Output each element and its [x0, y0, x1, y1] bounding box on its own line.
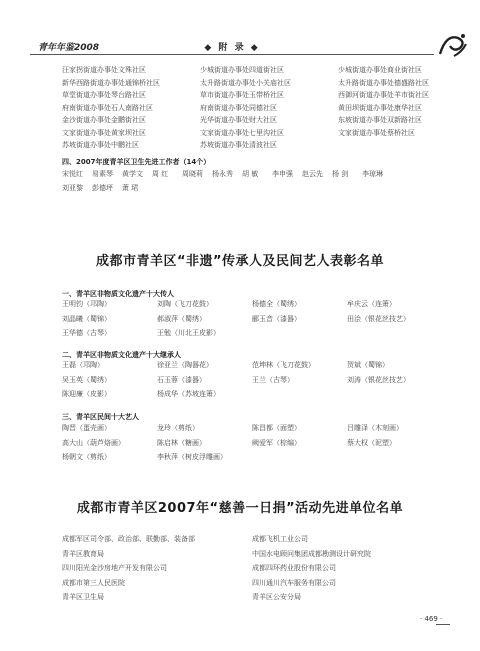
list-item: 东坡街道办事处双新路社区	[338, 116, 422, 124]
name-row	[62, 312, 442, 327]
person-name: 吕雕泽（木刻画）	[347, 424, 403, 432]
person-name: 李申强	[272, 170, 293, 178]
person-name: 彭德坪	[92, 184, 113, 192]
person-name: 杨 剑	[332, 170, 349, 178]
person-name: 王华德（古琴）	[62, 329, 111, 337]
list-item: 金沙街道办事处金鹏街社区	[62, 116, 146, 124]
person-name: 高大山（葫芦烙画）	[62, 438, 125, 447]
person-name	[252, 450, 347, 465]
list-item: 少城街道办事处四道街社区	[200, 66, 284, 74]
unit-row	[62, 532, 442, 547]
person-name: 易素琴	[92, 170, 113, 178]
street-community-list	[62, 64, 462, 152]
name-row	[62, 181, 392, 195]
person-name: 陈昌都（面塑）	[252, 424, 301, 432]
person-name: 蔡大权（泥塑）	[347, 438, 396, 447]
person-name: 石玉蓉（漆器）	[157, 375, 206, 384]
unit-row	[62, 547, 442, 562]
person-name: 郦玉音（漆器）	[252, 314, 301, 323]
list-item: 文家街道办事处七里沟社区	[200, 128, 284, 137]
yearbook-title: 青年年鉴2008	[38, 43, 100, 53]
person-name: 陈启林（糖画）	[157, 438, 206, 447]
person-name: 杨永秀	[212, 170, 233, 178]
list-item: 府南街道办事处石人南路社区	[62, 103, 153, 112]
person-name: 李秋萍（树皮浮雕画）	[157, 453, 227, 461]
running-header	[30, 38, 434, 52]
person-name: 吴玉英（蜀绣）	[62, 375, 111, 384]
list-row	[62, 114, 462, 127]
list-item: 新华西路街道办事处通锦桥社区	[62, 78, 160, 87]
person-name: 周 红	[152, 170, 169, 178]
list-row	[62, 139, 462, 152]
health-workers-heading: 四、2007年度青羊区卫生先进工作者（14个）	[62, 158, 211, 166]
list-item: 草市街道办事处玉带桥社区	[200, 91, 284, 99]
name-row	[62, 297, 442, 312]
name-row	[62, 326, 442, 341]
list-item: 苏坡街道办事处中鹏社区	[62, 141, 139, 149]
unit-name: 四川通川汽车服务有限公司	[252, 578, 336, 587]
person-name	[347, 387, 442, 402]
person-name: 胡 敏	[242, 170, 259, 178]
person-name: 阙爱军（棕编）	[252, 438, 301, 447]
name-row	[62, 373, 442, 388]
unit-row	[62, 590, 442, 605]
unit-name: 成都军区司令部、政治部、联勤部、装备部	[62, 535, 195, 543]
list-item	[338, 139, 462, 152]
person-name: 赵云先	[302, 170, 323, 178]
person-name: 李琼琳	[362, 170, 383, 178]
list-row	[62, 102, 462, 115]
unit-name: 中国水电顾问集团成都勘测设计研究院	[252, 549, 371, 558]
unit-name: 青羊区教育局	[62, 549, 104, 558]
unit-name: 青羊区公安分局	[252, 593, 301, 601]
unit-name: 成都市第三人民医院	[62, 578, 125, 587]
name-row	[62, 387, 442, 402]
heritage-inheritors-list	[62, 297, 442, 341]
unit-name: 成都四环药业股份有限公司	[252, 564, 336, 572]
list-item: 太升路街道办事处小关庙社区	[200, 78, 291, 87]
unit-name: 青羊区卫生局	[62, 593, 104, 601]
unit-row	[62, 576, 442, 591]
list-row	[62, 89, 462, 102]
person-name: 贺斌（蜀锦）	[347, 361, 389, 369]
person-name: 杨成华（苏坡连箫）	[157, 390, 220, 398]
person-name: 郝淑萍（蜀绣）	[157, 314, 206, 323]
list-item: 汪家拐街道办事处文殊社区	[62, 66, 146, 74]
heritage-title: 成都市青羊区“非遗”传承人及民间艺人表彰名单	[95, 254, 385, 269]
person-name: 杨朝文（剪纸）	[62, 453, 111, 461]
person-name: 杨德全（蜀绣）	[252, 300, 301, 308]
person-name: 王勉（川北王皮影）	[157, 329, 220, 337]
list-item: 黄田坝街道办事处康华社区	[338, 103, 422, 112]
person-name: 陈迎廉（皮影）	[62, 390, 111, 398]
list-item: 苏坡街道办事处清波社区	[200, 141, 277, 149]
person-name: 周晓莉	[182, 170, 203, 178]
person-name: 龙玲（剪纸）	[157, 424, 199, 432]
charity-units-list	[62, 532, 442, 605]
folk-artists-list	[62, 421, 442, 465]
yearbook-logo-icon	[436, 30, 470, 60]
person-name: 王明钧（邛陶）	[62, 300, 111, 308]
list-item: 西御河街道办事处羊市街社区	[338, 91, 429, 99]
unit-name: 四川阳光金沙房地产开发有限公司	[62, 564, 167, 572]
name-row	[62, 421, 442, 436]
list-item: 少城街道办事处商业街社区	[338, 66, 422, 74]
name-row	[62, 436, 442, 451]
person-name: 范坤林（飞刀花鼓）	[252, 361, 315, 369]
list-row	[62, 127, 462, 140]
person-name: 王磊（邛陶）	[62, 361, 104, 369]
person-name	[252, 326, 347, 341]
person-name: 刘陶（飞刀花鼓）	[157, 300, 213, 308]
person-name	[252, 387, 347, 402]
unit-row	[62, 561, 442, 576]
header-rule	[30, 54, 434, 55]
list-item: 太升路街道办事处德盛路社区	[338, 78, 429, 87]
health-workers-list	[62, 167, 392, 195]
list-row	[62, 64, 462, 77]
heritage-section-heading: 三、青羊区民间十大艺人	[62, 413, 139, 421]
person-name: 陶晋（蛋壳画）	[62, 424, 111, 432]
name-row	[62, 358, 442, 373]
person-name: 田浍（银花丝技艺）	[347, 314, 410, 323]
footer-rule	[436, 624, 450, 625]
person-name: 黄学文	[122, 170, 143, 178]
heritage-section-heading: 二、青羊区非物质文化遗产十大继承人	[62, 351, 181, 359]
list-row	[62, 77, 462, 90]
person-name: 徐亚兰（陶器花）	[157, 361, 213, 369]
person-name: 刘晶曦（蜀锦）	[62, 314, 111, 323]
charity-title: 成都市青羊区2007年“慈善一日捐”活动先进单位名单	[76, 501, 404, 516]
person-name	[347, 326, 442, 341]
person-name: 王兰（古琴）	[252, 375, 294, 384]
list-item: 文家街道办事处黄家坝社区	[62, 128, 146, 137]
list-item: 草堂街道办事处琴台路社区	[62, 91, 146, 99]
person-name: 萧 珺	[122, 184, 139, 192]
list-item: 光华街道办事处财大社区	[200, 116, 277, 124]
person-name: 刘亚黎	[62, 184, 83, 192]
section-label: ◆ 附 录 ◆	[204, 43, 260, 53]
person-name: 宋悦红	[62, 170, 83, 178]
name-row	[62, 167, 392, 181]
heritage-successors-list	[62, 358, 442, 402]
person-name: 牟庆云（连箫）	[347, 300, 396, 308]
list-item: 文家街道办事处蔡桥社区	[338, 128, 415, 137]
name-row	[62, 450, 442, 465]
unit-name: 成都飞机工业公司	[252, 535, 308, 543]
person-name	[347, 450, 442, 465]
page-number: · 469 ·	[420, 615, 443, 623]
person-name: 刘涛（银花丝技艺）	[347, 375, 410, 384]
list-item: 府南街道办事处同德社区	[200, 103, 277, 112]
heritage-section-heading: 一、青羊区非物质文化遗产十大传人	[62, 290, 174, 298]
